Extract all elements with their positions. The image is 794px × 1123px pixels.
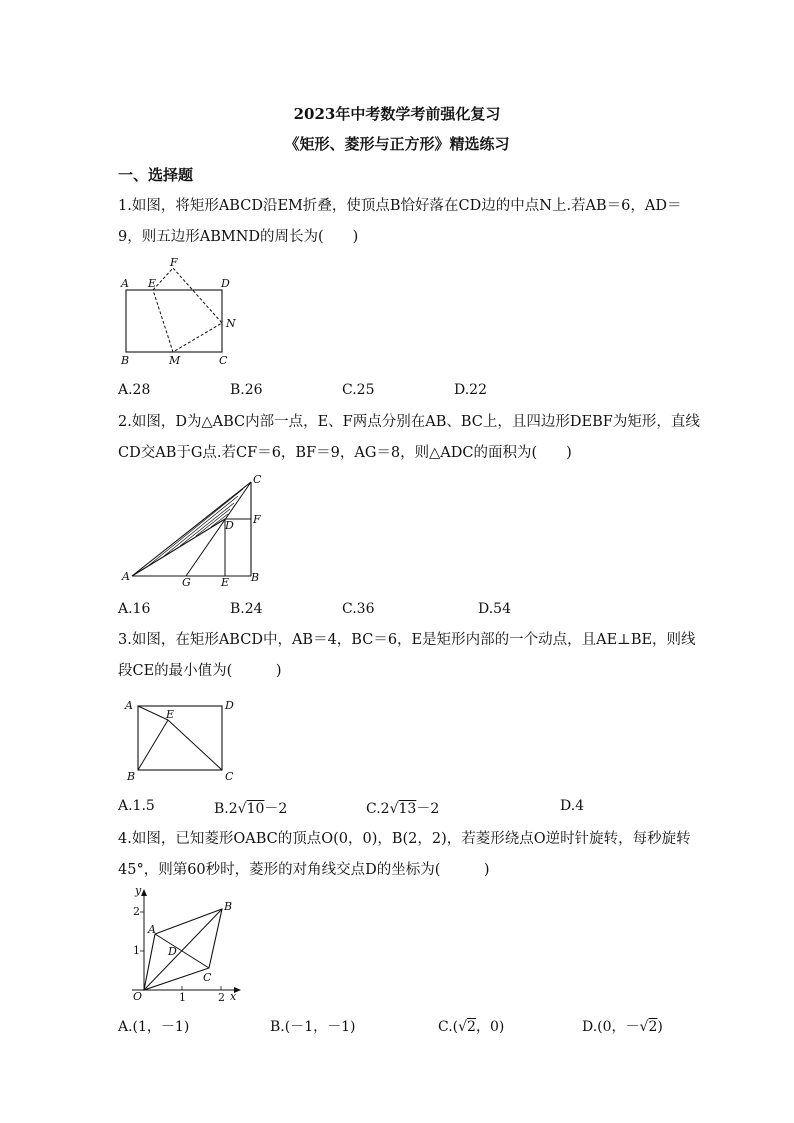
q4-label-x1: 1 [179, 991, 186, 1004]
q2-label-d: D [225, 519, 234, 532]
q4-label-x2: 2 [218, 991, 225, 1004]
sqrt-icon: √ [639, 1019, 649, 1035]
document-title: 2023年中考数学考前强化复习 [293, 105, 501, 123]
q3-label-e: E [166, 708, 175, 721]
q2-label-g: G [182, 576, 191, 589]
q4-option-a[interactable] [118, 1016, 189, 1036]
q4-option-d[interactable] [582, 1016, 663, 1036]
q4-option-b-text: B.(－1，－1) [270, 1019, 356, 1035]
q3-option-b-prefix: B.2 [214, 801, 238, 817]
q3-option-b[interactable] [214, 798, 287, 818]
q4-option-c-suffix: ，0) [475, 1019, 505, 1035]
q3-option-c-suffix: －2 [416, 801, 440, 817]
q4-label-y2: 2 [133, 905, 140, 918]
question-2-options [118, 601, 708, 623]
q3-label-d: D [225, 699, 234, 712]
q4-label-b: B [224, 900, 233, 913]
q4-option-c-radicand: 2 [467, 1019, 476, 1035]
section-heading: 一、选择题 [118, 166, 194, 184]
document-subtitle: 《矩形、菱形与正方形》精选练习 [284, 135, 510, 153]
q3-option-c-radicand: 13 [398, 801, 417, 817]
q2-option-c[interactable]: C.36 [342, 601, 375, 617]
q4-label-d: D [168, 945, 177, 958]
q4-option-c-prefix: C.( [438, 1019, 459, 1035]
question-2-figure [118, 472, 268, 591]
q1-label-c: C [219, 354, 228, 367]
sqrt-icon: √ [237, 801, 247, 817]
question-3-options [118, 798, 708, 820]
q2-label-f: F [253, 513, 261, 526]
q2-label-e: E [221, 576, 230, 589]
q1-label-e: E [148, 277, 157, 290]
q3-option-d[interactable] [560, 798, 584, 814]
q3-option-b-radicand: 10 [246, 801, 265, 817]
q1-label-b: B [121, 354, 130, 367]
q1-option-b[interactable]: B.26 [230, 382, 263, 398]
q3-option-a[interactable] [118, 798, 155, 814]
q1-label-n: N [226, 317, 236, 330]
q4-option-d-suffix: ) [657, 1019, 663, 1035]
q3-option-b-suffix: －2 [264, 801, 288, 817]
sqrt-icon: √ [458, 1019, 468, 1035]
q3-option-a-text: A.1.5 [118, 798, 155, 814]
q2-option-a[interactable]: A.16 [118, 601, 151, 617]
q1-label-d: D [221, 277, 230, 290]
q1-label-m: M [169, 354, 181, 367]
q2-option-b[interactable]: B.24 [230, 601, 263, 617]
q1-option-a[interactable]: A.28 [118, 382, 151, 398]
question-4-text: 4.如图，已知菱形OABC的顶点O(0，0)，B(2，2)，若菱形绕点O逆时针旋转，每秒旋转45°，则第60秒时，菱形的对角线交点D的坐标为( ) [118, 831, 691, 878]
question-3-text: 3.如图，在矩形ABCD中，AB＝4，BC＝6，E是矩形内部的一个动点，且AE⊥BE，则线段CE的最小值为( ) [118, 632, 696, 679]
q3-option-c-prefix: C.2 [366, 801, 390, 817]
question-1-options [118, 382, 708, 404]
q3-label-b: B [127, 770, 136, 783]
q3-label-a: A [125, 699, 133, 712]
q4-option-d-prefix: D.(0，－ [582, 1019, 640, 1035]
q4-option-c[interactable] [438, 1016, 504, 1036]
q3-option-d-text: D.4 [560, 798, 585, 814]
question-3-figure [118, 696, 248, 790]
q3-label-c: C [225, 770, 234, 783]
q1-option-c[interactable]: C.25 [342, 382, 375, 398]
q2-label-c: C [253, 473, 262, 486]
q4-option-a-text: A.(1，－1) [118, 1019, 190, 1035]
question-2-text: 2.如图，D为△ABC内部一点，E、F两点分别在AB、BC上，且四边形DEBF为矩形，直线CD交AB于G点.若CF＝6，BF＝9，AG＝8，则△ADC的面积为( ) [118, 414, 700, 461]
q1-label-a: A [121, 277, 129, 290]
q1-option-d[interactable]: D.22 [454, 382, 487, 398]
sqrt-icon: √ [389, 801, 399, 817]
question-4-options [118, 1016, 708, 1038]
q4-label-o: O [133, 990, 143, 1003]
question-4-figure [118, 884, 253, 1012]
q4-option-b[interactable] [270, 1016, 355, 1036]
q4-label-x: x [230, 990, 237, 1003]
q4-label-y1: 1 [133, 944, 140, 957]
q4-label-y: y [135, 884, 142, 897]
question-1-text: 1.如图，将矩形ABCD沿EM折叠，使顶点B恰好落在CD边的中点N上.若AB＝6，AD＝9，则五边形ABMND的周长为( ) [118, 198, 682, 245]
q3-option-c[interactable] [366, 798, 439, 818]
q2-option-d[interactable]: D.54 [478, 601, 511, 617]
q1-label-f: F [170, 256, 178, 269]
q4-label-a: A [148, 923, 156, 936]
q4-option-d-radicand: 2 [648, 1019, 658, 1035]
q2-label-a: A [122, 570, 130, 583]
q2-label-b: B [251, 571, 260, 584]
question-1-figure [118, 258, 248, 374]
q4-label-c: C [203, 971, 212, 984]
